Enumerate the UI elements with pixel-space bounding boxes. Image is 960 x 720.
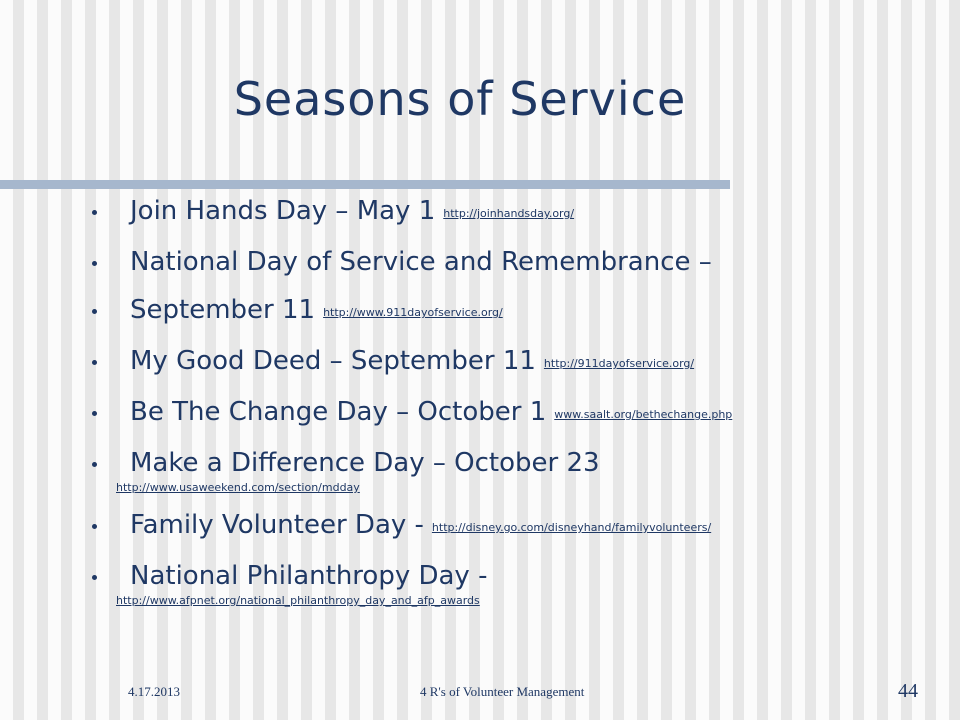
- bullet-icon: [92, 411, 97, 416]
- list-item: [92, 295, 942, 328]
- page-number: 44: [898, 680, 918, 702]
- list-item: [92, 397, 942, 430]
- footer-title: 4 R's of Volunteer Management: [420, 684, 585, 699]
- item-text: Be The Change Day – October 1: [130, 397, 547, 427]
- list-item: [92, 247, 942, 277]
- bullet-icon: [92, 575, 97, 580]
- item-text: September 11: [130, 295, 316, 325]
- item-link[interactable]: http://joinhandsday.org/: [443, 207, 575, 220]
- item-text: National Philanthropy Day -: [130, 561, 488, 591]
- item-link[interactable]: http://www.afpnet.org/national_philanthropy_day_and_afp_awards: [116, 594, 480, 607]
- list-item: [92, 448, 942, 496]
- item-text: Family Volunteer Day -: [130, 510, 424, 540]
- item-link[interactable]: http://www.usaweekend.com/section/mdday: [116, 481, 360, 494]
- item-text: National Day of Service and Remembrance –: [130, 247, 712, 277]
- bullet-list: [92, 196, 942, 627]
- item-link[interactable]: http://www.911dayofservice.org/: [323, 306, 503, 319]
- bullet-icon: [92, 524, 97, 529]
- item-text: Join Hands Day – May 1: [130, 196, 436, 226]
- bullet-icon: [92, 261, 97, 266]
- footer-date: 4.17.2013: [128, 684, 180, 699]
- bullet-icon: [92, 360, 97, 365]
- list-item: [92, 561, 942, 609]
- list-item: [92, 196, 942, 229]
- list-item: [92, 510, 942, 543]
- item-link[interactable]: www.saalt.org/bethechange.php: [554, 408, 733, 421]
- bullet-icon: [92, 462, 97, 467]
- bullet-icon: [92, 309, 97, 314]
- item-text: Make a Difference Day – October 23: [130, 448, 600, 478]
- item-text: My Good Deed – September 11: [130, 346, 536, 376]
- item-link[interactable]: http://disney.go.com/disneyhand/familyvolunteers/: [431, 521, 712, 534]
- slide-title: Seasons of Service: [233, 72, 687, 126]
- title-underline-bar: [0, 180, 730, 189]
- bullet-icon: [92, 210, 97, 215]
- list-item: [92, 346, 942, 379]
- item-link[interactable]: http://911dayofservice.org/: [543, 357, 695, 370]
